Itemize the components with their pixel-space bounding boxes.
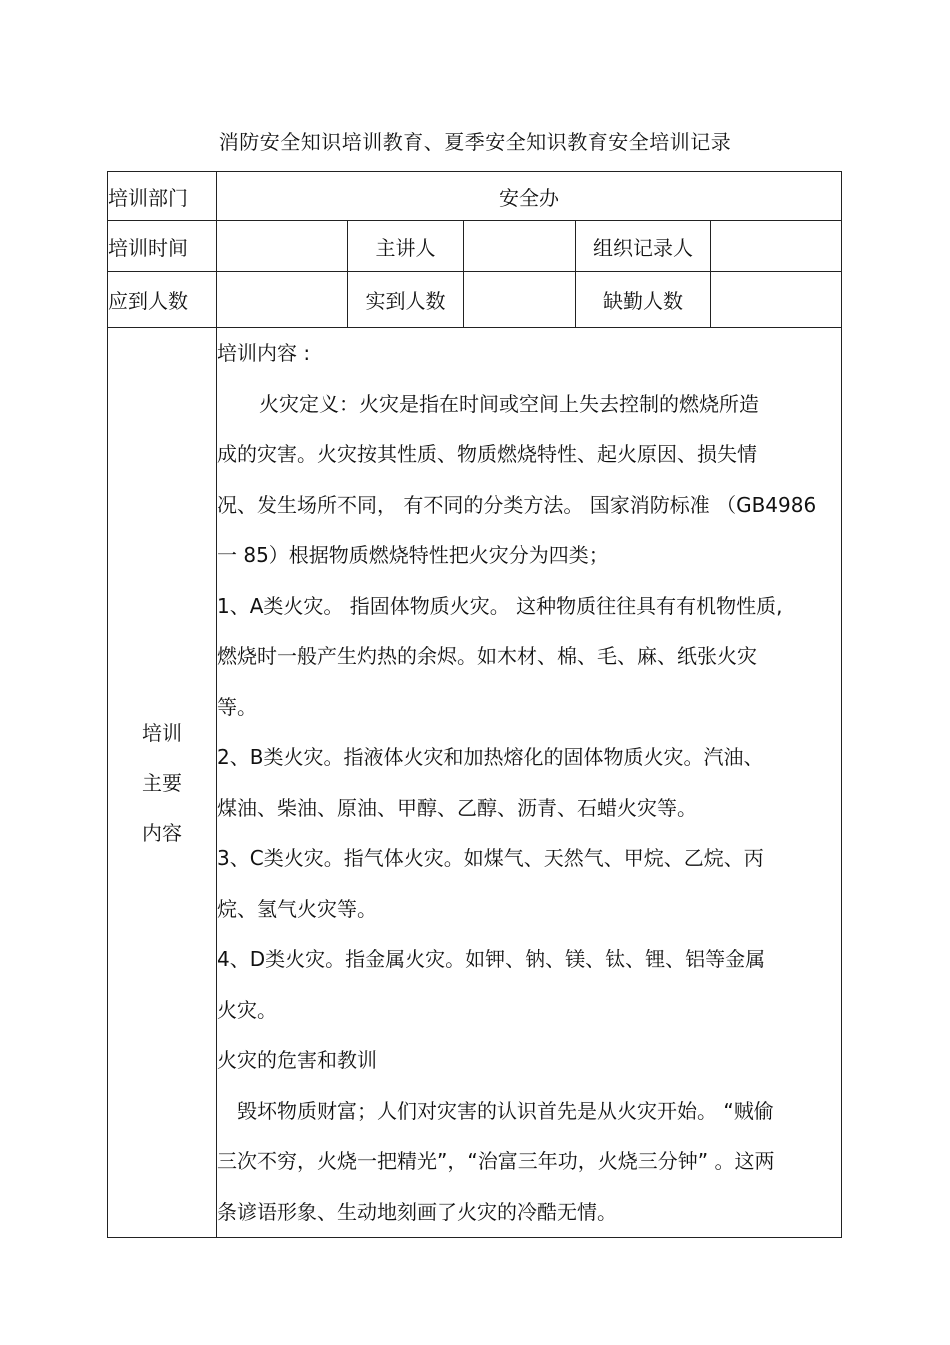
main-content-label bbox=[108, 328, 217, 1238]
content-line: 3、C类火灾。指气体火灾。如煤气、天然气、甲烷、乙烷、丙 bbox=[217, 846, 764, 870]
side-label-line: 培训 bbox=[142, 720, 182, 745]
content-line: 燃烧时一般产生灼热的余烬。如木材、棉、毛、麻、纸张火灾 bbox=[217, 644, 757, 668]
content-line: 2、B类火灾。指液体火灾和加热熔化的固体物质火灾。汽油、 bbox=[217, 745, 764, 769]
content-line: 毁坏物质财富；人们对灾害的认识首先是从火灾开始。 “贼偷 bbox=[237, 1098, 774, 1123]
content-line: 一 85）根据物质燃烧特性把火灾分为四类； bbox=[217, 543, 609, 567]
content-line: 火灾。 bbox=[217, 997, 277, 1022]
page-title: 消防安全知识培训教育、夏季安全知识教育安全培训记录 bbox=[218, 130, 732, 154]
content-line: 4、D类火灾。指金属火灾。如钾、钠、镁、钛、锂、铝等金属 bbox=[217, 947, 766, 971]
expected-label: 应到人数 bbox=[108, 272, 217, 328]
content-line: 三次不穷，火烧一把精光”，“治富三年功，火烧三分钟” 。这两 bbox=[217, 1149, 775, 1173]
content-line: 火灾定义：火灾是指在时间或空间上失去控制的燃烧所造 bbox=[259, 391, 759, 416]
expected-value[interactable] bbox=[217, 272, 348, 328]
content-line: 培训内容 : bbox=[217, 341, 311, 365]
content-line: 条谚语形象、生动地刻画了火灾的冷酷无情。 bbox=[217, 1199, 617, 1224]
dept-label: 培训部门 bbox=[108, 172, 217, 221]
speaker-label: 主讲人 bbox=[348, 221, 464, 272]
content-line: 等。 bbox=[217, 694, 257, 719]
absent-label: 缺勤人数 bbox=[576, 272, 711, 328]
side-label-line: 内容 bbox=[142, 820, 182, 845]
content-line: 况、发生场所不同， 有不同的分类方法。 国家消防标准 （GB4986 bbox=[217, 492, 817, 517]
content-line: 1、A类火灾。 指固体物质火灾。 这种物质往往具有有机物性质, bbox=[217, 593, 783, 618]
time-value[interactable] bbox=[217, 221, 348, 272]
table-row bbox=[108, 221, 842, 272]
table-row bbox=[108, 172, 842, 221]
speaker-value[interactable] bbox=[464, 221, 576, 272]
recorder-label: 组织记录人 bbox=[576, 221, 711, 272]
content-line: 烷、氢气火灾等。 bbox=[217, 896, 377, 921]
absent-value[interactable] bbox=[711, 272, 842, 328]
training-record-table bbox=[107, 171, 842, 1238]
dept-value[interactable]: 安全办 bbox=[217, 172, 842, 221]
actual-value[interactable] bbox=[464, 272, 576, 328]
content-line: 成的灾害。火灾按其性质、物质燃烧特性、起火原因、损失情 bbox=[217, 442, 757, 466]
training-content bbox=[217, 328, 842, 1238]
side-label-line: 主要 bbox=[142, 770, 182, 795]
table-row bbox=[108, 272, 842, 328]
time-label: 培训时间 bbox=[108, 221, 217, 272]
actual-label: 实到人数 bbox=[348, 272, 464, 328]
content-line: 煤油、柴油、原油、甲醇、乙醇、沥青、石蜡火灾等。 bbox=[217, 795, 697, 820]
recorder-value[interactable] bbox=[711, 221, 842, 272]
table-row bbox=[108, 328, 842, 1238]
content-line: 火灾的危害和教训 bbox=[217, 1048, 377, 1072]
